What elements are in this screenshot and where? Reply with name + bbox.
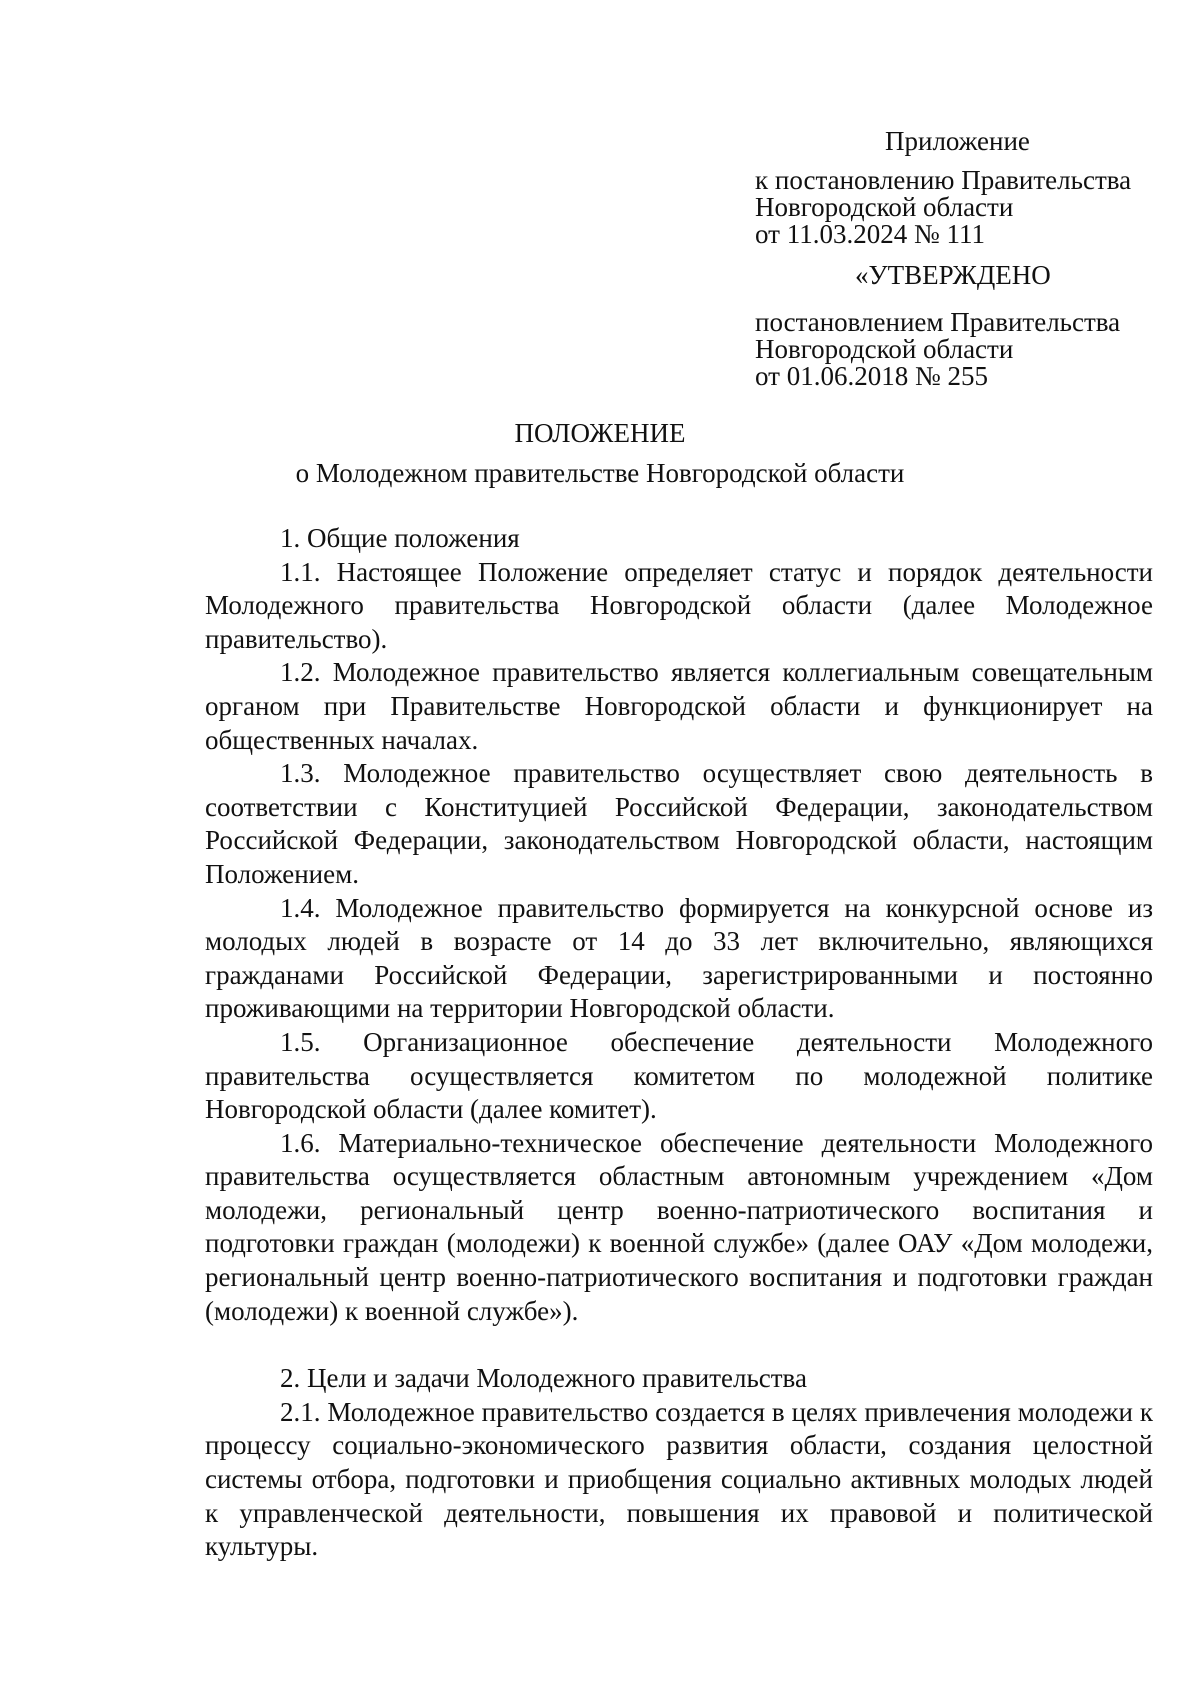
- approved-block: [755, 262, 1175, 390]
- section-spacer: [205, 1328, 1153, 1362]
- approved-line: Новгородской области: [755, 334, 1014, 364]
- annex-block: [755, 128, 1175, 248]
- paragraph: 1.5. Организационное обеспечение деятельности Молодежного правительства осуществляется комитетом по молодежной политике Новгородской области (далее комитет).: [205, 1026, 1153, 1125]
- paragraph: 1.2. Молодежное правительство является коллегиальным совещательным органом при Правительстве Новгородской области и функционирует на общественных началах.: [205, 657, 1153, 755]
- paragraph: 1.6. Материально-техническое обеспечение деятельности Молодежного правительства осуществляется областным автономным учреждением «Дом молодежи, региональный центр военно-патриотического воспитания и подготовки граждан (молодежи) к военной службе» (далее ОАУ «Дом молодежи, региональный центр военно-патриотического воспитания и подготовки граждан (молодежи) к военной службе»).: [205, 1127, 1153, 1326]
- paragraph: 1.4. Молодежное правительство формируется на конкурсной основе из молодых людей в возрасте от 14 до 33 лет включительно, являющихся гражданами Российской Федерации, зарегистрированными и постоянно проживающими на территории Новгородской области.: [205, 892, 1153, 1024]
- annex-line: от 11.03.2024 № 111: [755, 219, 985, 249]
- section-heading: 1. Общие положения: [280, 523, 520, 553]
- approved-line: постановлением Правительства: [755, 307, 1121, 337]
- document-subtitle: о Молодежном правительстве Новгородской области: [295, 458, 905, 488]
- document-body: [205, 522, 1153, 1564]
- approved-heading: «УТВЕРЖДЕНО: [855, 260, 1051, 290]
- paragraph: 2.1. Молодежное правительство создается в целях привлечения молодежи к процессу социально-экономического развития области, создания целостной системы отбора, подготовки и приобщения социально активных молодых людей к управленческой деятельности, повышения их правовой и политической культуры.: [205, 1396, 1153, 1562]
- paragraph: 1.3. Молодежное правительство осуществляет свою деятельность в соответствии с Конституцией Российской Федерации, законодательством Российской Федерации, законодательством Новгородской области, настоящим Положением.: [205, 758, 1153, 889]
- annex-line: Новгородской области: [755, 192, 1014, 222]
- paragraph: 1.1. Настоящее Положение определяет статус и порядок деятельности Молодежного правительства Новгородской области (далее Молодежное правительство).: [205, 556, 1153, 654]
- document-title: ПОЛОЖЕНИЕ: [514, 418, 686, 448]
- annex-heading: Приложение: [885, 126, 1030, 156]
- section-heading: 2. Цели и задачи Молодежного правительства: [280, 1363, 807, 1394]
- approved-line: от 01.06.2018 № 255: [755, 361, 988, 391]
- annex-line: к постановлению Правительства: [755, 165, 1132, 195]
